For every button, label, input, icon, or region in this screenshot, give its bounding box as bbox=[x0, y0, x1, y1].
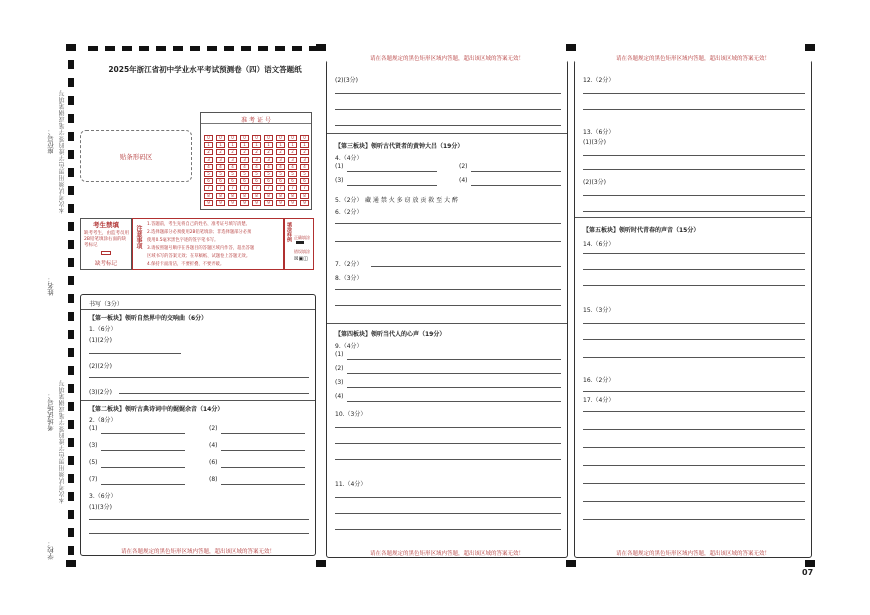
digit-bubble[interactable]: 3 bbox=[216, 157, 225, 163]
digit-bubble[interactable]: 4 bbox=[264, 164, 273, 170]
timing-dash bbox=[68, 438, 74, 447]
answer-line[interactable] bbox=[583, 357, 805, 358]
answer-line[interactable] bbox=[583, 447, 805, 448]
digit-bubble[interactable]: 5 bbox=[300, 171, 309, 177]
candidate-label: 考生禁填 bbox=[93, 221, 119, 229]
q13-2-label: (2)(3分) bbox=[583, 179, 606, 186]
side-note: 本次考试须用黑色字迹的签字笔或钢笔填写 bbox=[59, 380, 66, 504]
q1-1-label: (1)(2分) bbox=[89, 337, 112, 344]
q4-item-label: (4) bbox=[459, 177, 468, 184]
answer-line[interactable] bbox=[583, 429, 805, 430]
digit-bubble[interactable]: 8 bbox=[228, 193, 237, 199]
admission-grid bbox=[200, 112, 312, 210]
digit-bubble[interactable]: 5 bbox=[240, 171, 249, 177]
q9-item-label: (1) bbox=[335, 351, 344, 358]
digit-bubble[interactable]: 7 bbox=[204, 185, 213, 191]
digit-bubble[interactable]: 5 bbox=[264, 171, 273, 177]
digit-bubble[interactable]: 4 bbox=[276, 164, 285, 170]
digit-bubble[interactable]: 9 bbox=[288, 200, 297, 206]
digit-bubble[interactable]: 3 bbox=[264, 157, 273, 163]
admission-digit-column bbox=[215, 135, 226, 209]
answer-line[interactable] bbox=[335, 513, 561, 514]
answer-line[interactable] bbox=[335, 459, 561, 460]
missing-mark-label: 缺考标记 bbox=[94, 261, 117, 267]
barcode-area bbox=[80, 130, 192, 182]
answer-line[interactable] bbox=[471, 185, 561, 186]
q1-label: 1.（6分） bbox=[89, 326, 117, 333]
answer-line[interactable] bbox=[583, 195, 805, 196]
q2-item-label: (3) bbox=[89, 442, 98, 449]
school-label: 学校： bbox=[47, 540, 55, 560]
answer-line[interactable] bbox=[101, 467, 185, 468]
digit-bubble[interactable]: 9 bbox=[264, 200, 273, 206]
answer-line[interactable] bbox=[347, 171, 437, 172]
answer-line[interactable] bbox=[335, 289, 561, 290]
q2-item-label: (5) bbox=[89, 459, 98, 466]
q5-label: 5.（2分） bbox=[335, 197, 363, 204]
timing-mark bbox=[805, 44, 815, 51]
q16-label: 16.（2分） bbox=[583, 377, 615, 384]
candidate-text: 缺考考生，由监考员用2B铅笔填涂右面的缺考标记 bbox=[84, 231, 129, 248]
section-2-title: 【第二板块】领听古典诗词中的娓娓余音（14分） bbox=[89, 406, 224, 413]
answer-line[interactable] bbox=[583, 339, 805, 340]
panel-warning: 请在各题规定的黑色矩形区域内答题，超出该区域的答案无效！ bbox=[575, 54, 811, 62]
admission-digit-column bbox=[239, 135, 250, 209]
answer-line[interactable] bbox=[335, 427, 561, 428]
timing-mark bbox=[805, 560, 815, 567]
answer-line[interactable] bbox=[583, 323, 805, 324]
timing-dash bbox=[258, 46, 268, 51]
digit-bubble[interactable]: 6 bbox=[300, 178, 309, 184]
digit-bubble[interactable]: 1 bbox=[276, 142, 285, 148]
answer-line[interactable] bbox=[335, 497, 561, 498]
digit-bubble[interactable]: 4 bbox=[204, 164, 213, 170]
answer-line[interactable] bbox=[583, 253, 805, 254]
digit-bubble[interactable]: 8 bbox=[288, 193, 297, 199]
digit-bubble[interactable]: 1 bbox=[204, 142, 213, 148]
timing-dash bbox=[68, 258, 74, 267]
correct-fill-sample bbox=[296, 241, 304, 244]
timing-dash bbox=[68, 240, 74, 249]
digit-bubble[interactable]: 0 bbox=[204, 135, 213, 141]
timing-dash bbox=[224, 46, 234, 51]
writing-score: 书写（3分） bbox=[89, 301, 123, 308]
q2-item-label: (8) bbox=[209, 476, 218, 483]
q17-label: 17.（4分） bbox=[583, 397, 615, 404]
digit-bubble[interactable]: 1 bbox=[228, 142, 237, 148]
answer-line[interactable] bbox=[335, 125, 561, 126]
digit-bubble[interactable]: 5 bbox=[276, 171, 285, 177]
digit-bubble[interactable]: 9 bbox=[240, 200, 249, 206]
digit-bubble[interactable]: 2 bbox=[276, 149, 285, 155]
digit-bubble[interactable]: 6 bbox=[204, 178, 213, 184]
digit-bubble[interactable]: 0 bbox=[228, 135, 237, 141]
digit-bubble[interactable]: 0 bbox=[264, 135, 273, 141]
notice-box bbox=[132, 218, 284, 270]
q2-item-label: (1) bbox=[89, 425, 98, 432]
timing-dash bbox=[68, 168, 74, 177]
answer-line[interactable] bbox=[347, 401, 561, 402]
timing-dash bbox=[173, 46, 183, 51]
q2-item-label: (4) bbox=[209, 442, 218, 449]
digit-bubble[interactable]: 2 bbox=[252, 149, 261, 155]
digit-bubble[interactable]: 9 bbox=[252, 200, 261, 206]
digit-bubble[interactable]: 9 bbox=[300, 200, 309, 206]
answer-line[interactable] bbox=[101, 484, 185, 485]
timing-dash-row bbox=[88, 46, 318, 51]
timing-dash bbox=[241, 46, 251, 51]
notice-line: 3.请按照题号顺序在各题目的答题区域内作答，超出答题 bbox=[147, 246, 255, 251]
timing-dash bbox=[68, 348, 74, 357]
digit-bubble[interactable]: 0 bbox=[252, 135, 261, 141]
q13-label: 13.（6分） bbox=[583, 129, 615, 136]
timing-dash bbox=[68, 204, 74, 213]
q2-item-label: (6) bbox=[209, 459, 218, 466]
q4-item-label: (2) bbox=[459, 163, 468, 170]
answer-line[interactable] bbox=[583, 109, 805, 110]
digit-bubble[interactable]: 4 bbox=[216, 164, 225, 170]
timing-dash bbox=[68, 294, 74, 303]
timing-dash bbox=[68, 402, 74, 411]
q9-item-label: (4) bbox=[335, 393, 344, 400]
digit-bubble[interactable]: 8 bbox=[300, 193, 309, 199]
page-title: 2025年浙江省初中学业水平考试预测卷（四）语文答题纸 bbox=[108, 65, 302, 74]
timing-dash bbox=[68, 546, 74, 555]
notice-line: 4.保持卡面清洁，不要折叠、不要弄破。 bbox=[147, 262, 225, 267]
timing-dash bbox=[88, 46, 98, 51]
answer-line[interactable] bbox=[101, 433, 185, 434]
q4-item-label: (1) bbox=[335, 163, 344, 170]
timing-dash bbox=[68, 420, 74, 429]
digit-bubble[interactable]: 8 bbox=[240, 193, 249, 199]
q7-label: 7.（2分） bbox=[335, 261, 363, 268]
answer-line[interactable] bbox=[583, 465, 805, 466]
q9-item-label: (3) bbox=[335, 379, 344, 386]
timing-dash bbox=[309, 46, 319, 51]
digit-bubble[interactable]: 1 bbox=[216, 142, 225, 148]
digit-bubble[interactable]: 4 bbox=[288, 164, 297, 170]
digit-bubble[interactable]: 3 bbox=[240, 157, 249, 163]
q4-item-label: (3) bbox=[335, 177, 344, 184]
digit-bubble[interactable]: 7 bbox=[288, 185, 297, 191]
digit-bubble[interactable]: 9 bbox=[216, 200, 225, 206]
digit-bubble[interactable]: 7 bbox=[240, 185, 249, 191]
wrong-fill-label: 错误填涂 bbox=[294, 249, 310, 254]
digit-bubble[interactable]: 0 bbox=[240, 135, 249, 141]
admission-digit-column bbox=[263, 135, 274, 209]
answer-line[interactable] bbox=[583, 483, 805, 484]
digit-bubble[interactable]: 0 bbox=[300, 135, 309, 141]
q2-label: 2.（8分） bbox=[89, 417, 117, 424]
timing-dash bbox=[68, 510, 74, 519]
admission-label: 准 考 证 号 bbox=[241, 117, 271, 124]
digit-bubble[interactable]: 6 bbox=[216, 178, 225, 184]
fill-example-title: 填涂样例 bbox=[286, 222, 292, 242]
digit-bubble[interactable]: 0 bbox=[288, 135, 297, 141]
barcode-label: 贴条形码区 bbox=[119, 153, 153, 161]
timing-dash bbox=[68, 186, 74, 195]
candidate-box bbox=[80, 218, 132, 270]
section-1-title: 【第一板块】领听自然界中的交响曲（6分） bbox=[89, 315, 208, 322]
answer-line[interactable] bbox=[583, 411, 805, 412]
q9-label: 9.（4分） bbox=[335, 343, 363, 350]
digit-bubble[interactable]: 2 bbox=[288, 149, 297, 155]
timing-dash bbox=[275, 46, 285, 51]
digit-bubble[interactable]: 2 bbox=[228, 149, 237, 155]
admission-digit-column bbox=[275, 135, 286, 209]
name-label: 姓名： bbox=[47, 276, 55, 296]
wrong-fill-sample: ☒▣◫ bbox=[294, 256, 308, 262]
panel-warning: 请在各题规定的黑色矩形区域内答题，超出该区域的答案无效！ bbox=[615, 551, 770, 557]
timing-dash-column bbox=[68, 60, 74, 560]
timing-dash bbox=[68, 456, 74, 465]
answer-line[interactable] bbox=[119, 393, 309, 394]
q5-characters: 藏 通 禁 火 多 窃 放 贡 救 至 大 醉 bbox=[365, 197, 458, 204]
timing-dash bbox=[68, 366, 74, 375]
digit-bubble[interactable]: 8 bbox=[204, 193, 213, 199]
panel-warning: 请在各题规定的黑色矩形区域内答题，超出该区域的答案无效！ bbox=[120, 549, 275, 555]
answer-line[interactable] bbox=[335, 241, 561, 242]
answer-line[interactable] bbox=[371, 266, 561, 267]
digit-bubble[interactable]: 2 bbox=[204, 149, 213, 155]
timing-dash bbox=[122, 46, 132, 51]
answer-line[interactable] bbox=[89, 519, 309, 520]
digit-bubble[interactable]: 5 bbox=[252, 171, 261, 177]
notice-line: 使用0.5毫米黑色字迹的签字笔书写。 bbox=[147, 238, 219, 243]
digit-bubble[interactable]: 8 bbox=[252, 193, 261, 199]
digit-bubble[interactable]: 9 bbox=[228, 200, 237, 206]
answer-line[interactable] bbox=[335, 305, 561, 306]
digit-bubble[interactable]: 6 bbox=[240, 178, 249, 184]
answer-line[interactable] bbox=[347, 185, 437, 186]
timing-dash bbox=[68, 330, 74, 339]
panel-warning: 请在各题规定的黑色矩形区域内答题，超出该区域的答案无效！ bbox=[327, 54, 567, 62]
answer-line[interactable] bbox=[583, 285, 805, 286]
answer-line[interactable] bbox=[335, 529, 561, 530]
page-number: 07 bbox=[802, 568, 814, 577]
timing-dash bbox=[68, 492, 74, 501]
timing-mark bbox=[566, 44, 576, 51]
correct-fill-label: 正确填涂 bbox=[294, 235, 310, 240]
digit-bubble[interactable]: 4 bbox=[252, 164, 261, 170]
answer-line[interactable] bbox=[89, 353, 181, 354]
digit-bubble[interactable]: 3 bbox=[228, 157, 237, 163]
timing-dash bbox=[68, 96, 74, 105]
timing-dash bbox=[68, 528, 74, 537]
answer-line[interactable] bbox=[221, 450, 305, 451]
q1-2-label: (2)(2分) bbox=[89, 363, 112, 370]
answer-line[interactable] bbox=[471, 171, 561, 172]
answer-line[interactable] bbox=[583, 391, 805, 392]
digit-bubble[interactable]: 4 bbox=[240, 164, 249, 170]
q3-2-label: (2)(3分) bbox=[335, 77, 358, 84]
answer-line[interactable] bbox=[583, 211, 805, 212]
digit-bubble[interactable]: 7 bbox=[264, 185, 273, 191]
admission-digit-column bbox=[227, 135, 238, 209]
seat-label: 座位号： bbox=[47, 128, 55, 154]
timing-dash bbox=[68, 78, 74, 87]
digit-bubble[interactable]: 1 bbox=[252, 142, 261, 148]
q2-item-label: (7) bbox=[89, 476, 98, 483]
q8-label: 8.（3分） bbox=[335, 275, 363, 282]
digit-bubble[interactable]: 2 bbox=[240, 149, 249, 155]
answer-line[interactable] bbox=[347, 359, 561, 360]
q15-label: 15.（3分） bbox=[583, 307, 615, 314]
answer-line[interactable] bbox=[335, 443, 561, 444]
digit-bubble[interactable]: 6 bbox=[288, 178, 297, 184]
digit-bubble[interactable]: 8 bbox=[276, 193, 285, 199]
timing-dash bbox=[190, 46, 200, 51]
digit-bubble[interactable]: 7 bbox=[300, 185, 309, 191]
digit-bubble[interactable]: 5 bbox=[288, 171, 297, 177]
digit-bubble[interactable]: 6 bbox=[252, 178, 261, 184]
timing-dash bbox=[207, 46, 217, 51]
digit-bubble[interactable]: 2 bbox=[264, 149, 273, 155]
digit-bubble[interactable]: 0 bbox=[276, 135, 285, 141]
q12-label: 12.（2分） bbox=[583, 77, 615, 84]
q6-label: 6.（2分） bbox=[335, 209, 363, 216]
admission-digit-column bbox=[203, 135, 214, 209]
digit-bubble[interactable]: 1 bbox=[288, 142, 297, 148]
admission-columns bbox=[203, 135, 311, 209]
answer-panel-2 bbox=[326, 56, 568, 558]
answer-line[interactable] bbox=[89, 533, 309, 534]
digit-bubble[interactable]: 5 bbox=[204, 171, 213, 177]
timing-dash bbox=[68, 384, 74, 393]
q10-label: 10.（3分） bbox=[335, 411, 367, 418]
digit-bubble[interactable]: 6 bbox=[228, 178, 237, 184]
answer-line[interactable] bbox=[583, 155, 805, 156]
q2-item-label: (2) bbox=[209, 425, 218, 432]
answer-line[interactable] bbox=[101, 450, 185, 451]
q3-1-label: (1)(3分) bbox=[89, 504, 112, 511]
q13-1-label: (1)(3分) bbox=[583, 139, 606, 146]
notice-title: 注意事项 bbox=[135, 225, 142, 249]
answer-line[interactable] bbox=[335, 109, 561, 110]
admission-digit-column bbox=[287, 135, 298, 209]
answer-line[interactable] bbox=[583, 501, 805, 502]
notice-line: 2.选择题部分必须使用2B铅笔填涂；非选择题部分必须 bbox=[147, 230, 252, 235]
digit-bubble[interactable]: 7 bbox=[216, 185, 225, 191]
digit-bubble[interactable]: 1 bbox=[264, 142, 273, 148]
digit-bubble[interactable]: 3 bbox=[300, 157, 309, 163]
digit-bubble[interactable]: 8 bbox=[216, 193, 225, 199]
q4-answer-grid bbox=[335, 163, 561, 191]
answer-line[interactable] bbox=[583, 169, 805, 170]
digit-bubble[interactable]: 1 bbox=[300, 142, 309, 148]
section-4-title: 【第四板块】领听当代人的心声（19分） bbox=[335, 331, 446, 338]
digit-bubble[interactable]: 2 bbox=[216, 149, 225, 155]
answer-line[interactable] bbox=[221, 484, 305, 485]
digit-bubble[interactable]: 9 bbox=[204, 200, 213, 206]
answer-line[interactable] bbox=[583, 269, 805, 270]
timing-dash bbox=[68, 312, 74, 321]
exam-room-label: 考场试场号： bbox=[47, 392, 55, 431]
q2-answer-grid bbox=[89, 425, 309, 495]
digit-bubble[interactable]: 7 bbox=[276, 185, 285, 191]
timing-dash bbox=[68, 276, 74, 285]
fill-example-box bbox=[284, 218, 314, 270]
q1-3-label: (3)(2分) bbox=[89, 389, 112, 396]
digit-bubble[interactable]: 3 bbox=[252, 157, 261, 163]
answer-line[interactable] bbox=[89, 377, 309, 378]
digit-bubble[interactable]: 6 bbox=[264, 178, 273, 184]
digit-bubble[interactable]: 5 bbox=[228, 171, 237, 177]
timing-mark bbox=[66, 560, 76, 567]
q14-label: 14.（6分） bbox=[583, 241, 615, 248]
timing-dash bbox=[105, 46, 115, 51]
section-3-title: 【第三板块】领听古代贤者的黄钟大吕（19分） bbox=[335, 143, 464, 150]
admission-digit-column bbox=[299, 135, 310, 209]
timing-mark bbox=[316, 560, 326, 567]
missing-mark-box[interactable] bbox=[101, 251, 111, 255]
timing-dash bbox=[68, 114, 74, 123]
answer-line[interactable] bbox=[347, 387, 561, 388]
q3-label: 3.（6分） bbox=[89, 493, 117, 500]
answer-panel-1 bbox=[80, 294, 316, 556]
digit-bubble[interactable]: 8 bbox=[264, 193, 273, 199]
timing-dash bbox=[292, 46, 302, 51]
q4-label: 4.（4分） bbox=[335, 155, 363, 162]
answer-line[interactable] bbox=[335, 223, 561, 224]
panel-warning: 请在各题规定的黑色矩形区域内答题，超出该区域的答案无效！ bbox=[369, 551, 524, 557]
timing-dash bbox=[68, 150, 74, 159]
q11-label: 11.（4分） bbox=[335, 481, 367, 488]
side-note: 本次考试须用黑色字迹的签字笔或钢笔填写 bbox=[59, 90, 66, 214]
digit-bubble[interactable]: 0 bbox=[216, 135, 225, 141]
section-5-title: 【第五板块】领听时代青春的声音（15分） bbox=[583, 227, 700, 234]
timing-dash bbox=[68, 474, 74, 483]
timing-mark bbox=[66, 44, 76, 51]
notice-line: 区域书写的答案无效；在草稿纸、试题卷上答题无效。 bbox=[147, 254, 251, 259]
digit-bubble[interactable]: 7 bbox=[228, 185, 237, 191]
digit-bubble[interactable]: 9 bbox=[276, 200, 285, 206]
digit-bubble[interactable]: 4 bbox=[228, 164, 237, 170]
digit-bubble[interactable]: 2 bbox=[300, 149, 309, 155]
admission-digit-column bbox=[251, 135, 262, 209]
digit-bubble[interactable]: 6 bbox=[276, 178, 285, 184]
answer-line[interactable] bbox=[347, 373, 561, 374]
timing-dash bbox=[68, 132, 74, 141]
digit-bubble[interactable]: 5 bbox=[216, 171, 225, 177]
timing-mark bbox=[566, 560, 576, 567]
digit-bubble[interactable]: 3 bbox=[288, 157, 297, 163]
q9-answer-list bbox=[335, 351, 561, 407]
digit-bubble[interactable]: 7 bbox=[252, 185, 261, 191]
timing-dash bbox=[68, 222, 74, 231]
notice-lines bbox=[147, 221, 283, 269]
notice-line: 1.答题前，考生先将自己的姓名、准考证号填写清楚。 bbox=[147, 222, 250, 227]
q9-item-label: (2) bbox=[335, 365, 344, 372]
answer-panel-3 bbox=[574, 56, 812, 558]
answer-line[interactable] bbox=[335, 93, 561, 94]
digit-bubble[interactable]: 1 bbox=[240, 142, 249, 148]
timing-dash bbox=[156, 46, 166, 51]
timing-dash bbox=[68, 60, 74, 69]
digit-bubble[interactable]: 3 bbox=[204, 157, 213, 163]
digit-bubble[interactable]: 4 bbox=[300, 164, 309, 170]
answer-line[interactable] bbox=[221, 433, 305, 434]
answer-line[interactable] bbox=[583, 93, 805, 94]
answer-line[interactable] bbox=[583, 519, 805, 520]
digit-bubble[interactable]: 3 bbox=[276, 157, 285, 163]
timing-dash bbox=[139, 46, 149, 51]
answer-line[interactable] bbox=[221, 467, 305, 468]
